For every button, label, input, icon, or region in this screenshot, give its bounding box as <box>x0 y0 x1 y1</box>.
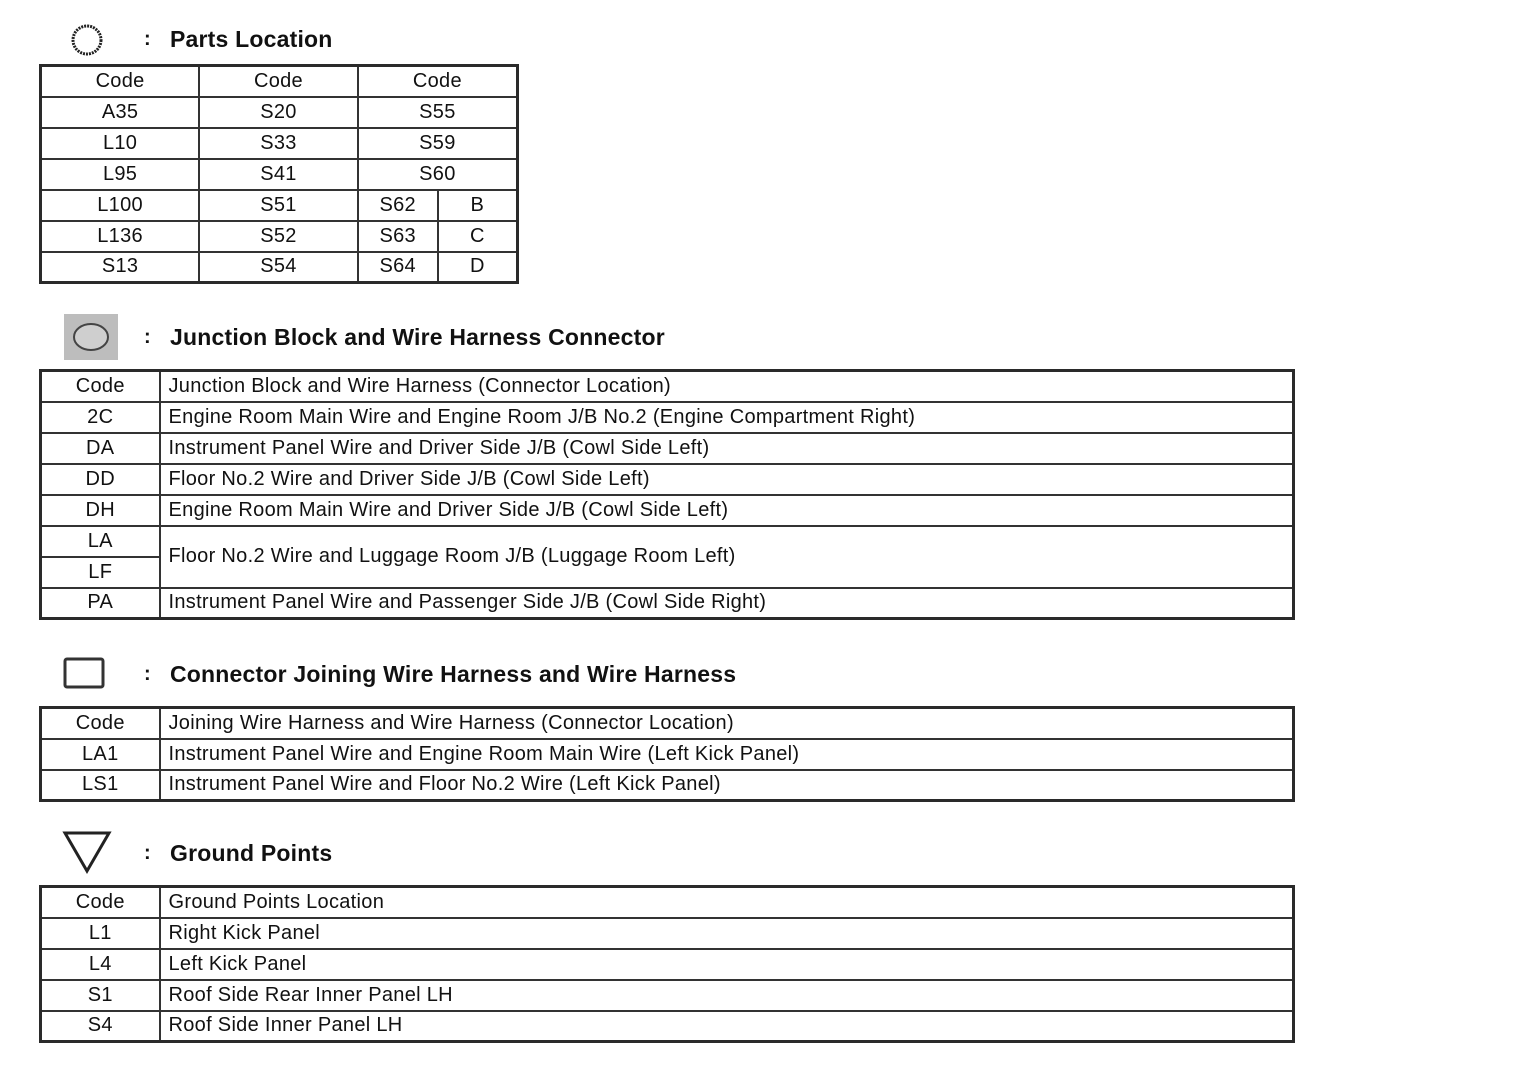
column-header: Code <box>199 66 358 97</box>
column-header: Code <box>41 708 160 739</box>
description-cell: Left Kick Panel <box>160 949 1294 980</box>
code-cell: S4 <box>41 1011 160 1042</box>
table-row <box>41 770 1294 801</box>
code-cell: A35 <box>41 97 200 128</box>
description-cell: Floor No.2 Wire and Driver Side J/B (Cowl Side Left) <box>160 464 1294 495</box>
description-cell: Right Kick Panel <box>160 918 1294 949</box>
description-cell: Engine Room Main Wire and Driver Side J/B (Cowl Side Left) <box>160 495 1294 526</box>
code-cell: S1 <box>41 980 160 1011</box>
code-cell: LA1 <box>41 739 160 770</box>
table-row <box>41 128 518 159</box>
column-header: Code <box>41 66 200 97</box>
joining-connector-table <box>39 706 1295 802</box>
description-cell: Instrument Panel Wire and Driver Side J/B (Cowl Side Left) <box>160 433 1294 464</box>
description-cell: Roof Side Inner Panel LH <box>160 1011 1294 1042</box>
code-cell: DA <box>41 433 160 464</box>
table-row <box>41 190 518 221</box>
table-row <box>41 588 1294 619</box>
parts-location-colon: : <box>144 28 151 50</box>
code-cell: S64 <box>358 252 438 283</box>
column-header: Code <box>41 371 160 402</box>
code-cell: L1 <box>41 918 160 949</box>
table-header-row <box>41 371 1294 402</box>
code-cell: S52 <box>199 221 358 252</box>
code-cell: LS1 <box>41 770 160 801</box>
table-row <box>41 1011 1294 1042</box>
junction-block-title: Junction Block and Wire Harness Connector <box>170 324 665 350</box>
joining-connector-colon: : <box>144 663 151 685</box>
table-row <box>41 526 1294 557</box>
description-cell: Floor No.2 Wire and Luggage Room J/B (Luggage Room Left) <box>160 526 1294 588</box>
table-header-row <box>41 887 1294 918</box>
shaded-circle-icon <box>60 312 120 362</box>
table-row <box>41 495 1294 526</box>
code-cell: 2C <box>41 402 160 433</box>
parts-location-table <box>39 64 519 284</box>
code-cell: S51 <box>199 190 358 221</box>
connector-letter-cell: C <box>438 221 518 252</box>
table-row <box>41 252 518 283</box>
column-header: Code <box>358 66 518 97</box>
code-cell: S54 <box>199 252 358 283</box>
code-cell: S59 <box>358 128 518 159</box>
down-triangle-icon <box>60 828 120 878</box>
column-header: Joining Wire Harness and Wire Harness (Connector Location) <box>160 708 1294 739</box>
table-row <box>41 949 1294 980</box>
table-row <box>41 918 1294 949</box>
junction-block-table <box>39 369 1295 620</box>
code-cell: PA <box>41 588 160 619</box>
description-cell: Instrument Panel Wire and Passenger Side J/B (Cowl Side Right) <box>160 588 1294 619</box>
table-row <box>41 433 1294 464</box>
junction-block-colon: : <box>144 326 151 348</box>
table-row <box>41 159 518 190</box>
description-cell: Roof Side Rear Inner Panel LH <box>160 980 1294 1011</box>
ground-points-title: Ground Points <box>170 840 333 866</box>
column-header: Code <box>41 887 160 918</box>
table-row <box>41 980 1294 1011</box>
parts-location-title: Parts Location <box>170 26 333 52</box>
table-row <box>41 221 518 252</box>
open-circle-icon <box>60 16 120 66</box>
code-cell: S62 <box>358 190 438 221</box>
code-cell: S33 <box>199 128 358 159</box>
code-cell: L95 <box>41 159 200 190</box>
code-cell: S63 <box>358 221 438 252</box>
connector-letter-cell: D <box>438 252 518 283</box>
code-cell: S41 <box>199 159 358 190</box>
code-cell: S55 <box>358 97 518 128</box>
code-cell: LA <box>41 526 160 557</box>
table-row <box>41 402 1294 433</box>
code-cell: S13 <box>41 252 200 283</box>
table-header-row <box>41 708 1294 739</box>
table-row <box>41 464 1294 495</box>
column-header: Junction Block and Wire Harness (Connector Location) <box>160 371 1294 402</box>
joining-connector-title: Connector Joining Wire Harness and Wire Harness <box>170 661 737 687</box>
connector-letter-cell: B <box>438 190 518 221</box>
description-cell: Instrument Panel Wire and Engine Room Main Wire (Left Kick Panel) <box>160 739 1294 770</box>
code-cell: L4 <box>41 949 160 980</box>
table-row <box>41 97 518 128</box>
description-cell: Engine Room Main Wire and Engine Room J/B No.2 (Engine Compartment Right) <box>160 402 1294 433</box>
description-cell: Instrument Panel Wire and Floor No.2 Wire (Left Kick Panel) <box>160 770 1294 801</box>
code-cell: S60 <box>358 159 518 190</box>
ground-points-colon: : <box>144 842 151 864</box>
code-cell: L100 <box>41 190 200 221</box>
code-cell: S20 <box>199 97 358 128</box>
code-cell: L136 <box>41 221 200 252</box>
table-header-row <box>41 66 518 97</box>
table-row <box>41 739 1294 770</box>
code-cell: LF <box>41 557 160 588</box>
code-cell: L10 <box>41 128 200 159</box>
code-cell: DH <box>41 495 160 526</box>
column-header: Ground Points Location <box>160 887 1294 918</box>
ground-points-table <box>39 885 1295 1043</box>
rounded-rectangle-icon <box>60 650 120 700</box>
code-cell: DD <box>41 464 160 495</box>
